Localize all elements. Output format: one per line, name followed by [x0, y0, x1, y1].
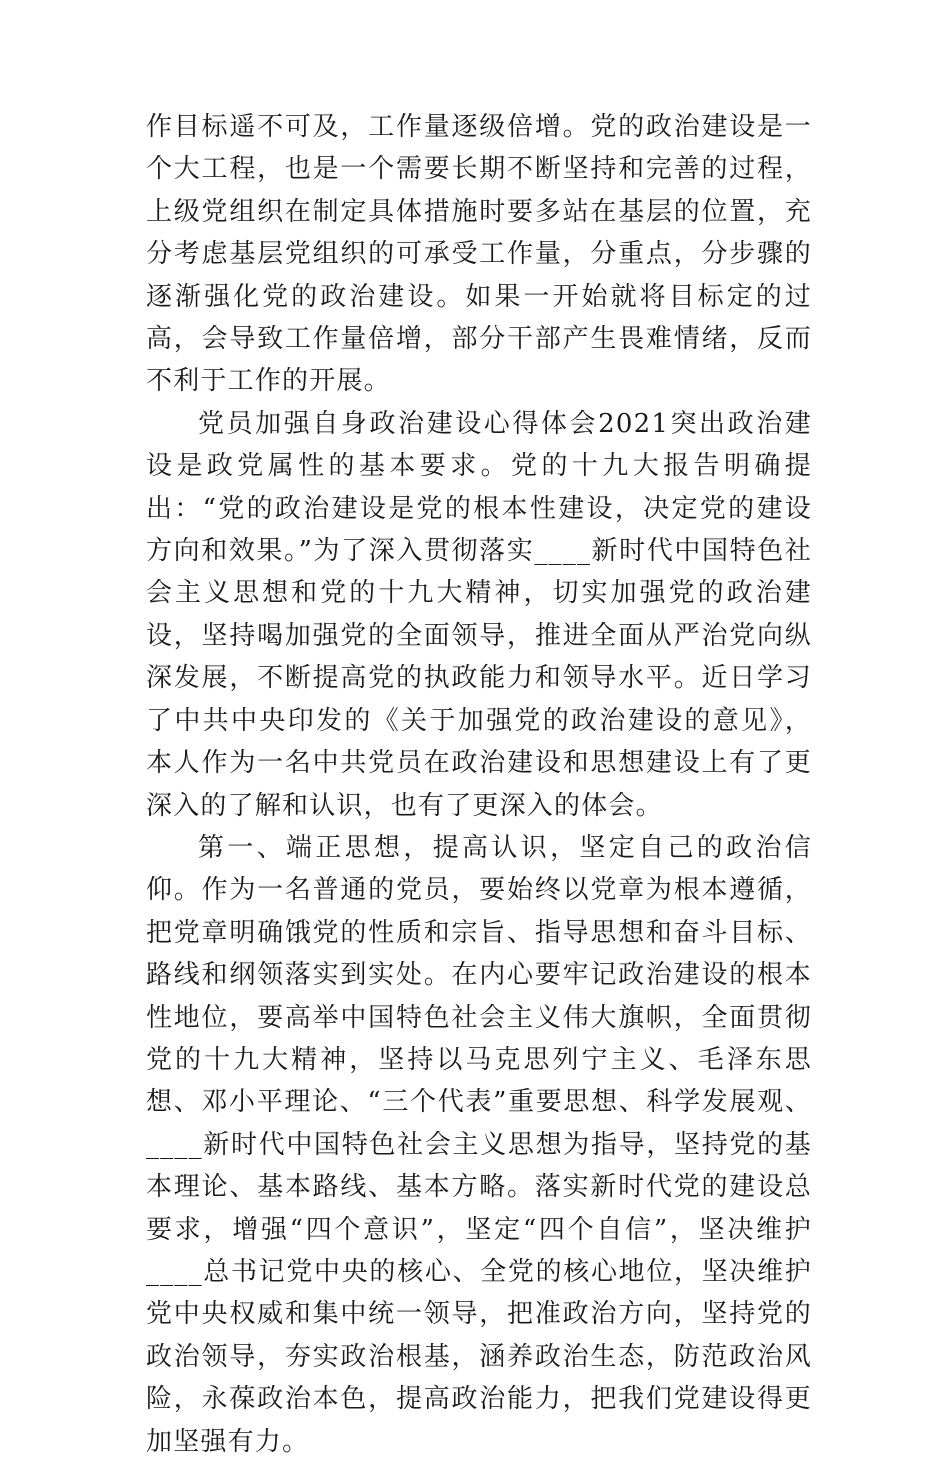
paragraph-continuation: 作目标遥不可及，工作量逐级倍增。党的政治建设是一个大工程，也是一个需要长期不断坚持和完善的过程，上级党组织在制定具体措施时要多站在基层的位置，充分考虑基层党组织的可承受工作量，分重点，分步骤的逐渐强化党的政治建设。如果一开始就将目标定的过高，会导致工作量倍增，部分干部产生畏难情绪，反而不利于工作的开展。 — [146, 112, 812, 397]
document-page — [146, 106, 812, 1463]
paragraph-first-point: 第一、端正思想，提高认识，坚定自己的政治信仰。作为一名普通的党员，要始终以党章为根本遵循，把党章明确饿党的性质和宗旨、指导思想和奋斗目标、路线和纲领落实到实处。在内心要牢记政治建设的根本性地位，要高举中国特色社会主义伟大旗帜，全面贯彻党的十九大精神，坚持以马克思列宁主义、毛泽东思想、邓小平理论、“三个代表”重要思想、科学发展观、____新时代中国特色社会主义思想为指导，坚持党的基本理论、基本路线、基本方略。落实新时代党的建设总要求，增强“四个意识”，坚定“四个自信”，坚决维护____总书记党中央的核心、全党的核心地位，坚决维护党中央权威和集中统一领导，把准政治方向，坚持党的政治领导，夯实政治根基，涵养政治生态，防范政治风险，永葆政治本色，提高政治能力，把我们党建设得更加坚强有力。 — [146, 832, 812, 1457]
paragraph-political-construction-intro: 党员加强自身政治建设心得体会2021突出政治建设是政党属性的基本要求。党的十九大报告明确提出：“党的政治建设是党的根本性建设，决定党的建设方向和效果。”为了深入贯彻落实____新时代中国特色社会主义思想和党的十九大精神，切实加强党的政治建设，坚持喝加强党的全面领导，推进全面从严治党向纵深发展，不断提高党的执政能力和领导水平。近日学习了中共中央印发的《关于加强党的政治建设的意见》，本人作为一名中共党员在政治建设和思想建设上有了更深入的了解和认识，也有了更深入的体会。 — [146, 408, 812, 821]
